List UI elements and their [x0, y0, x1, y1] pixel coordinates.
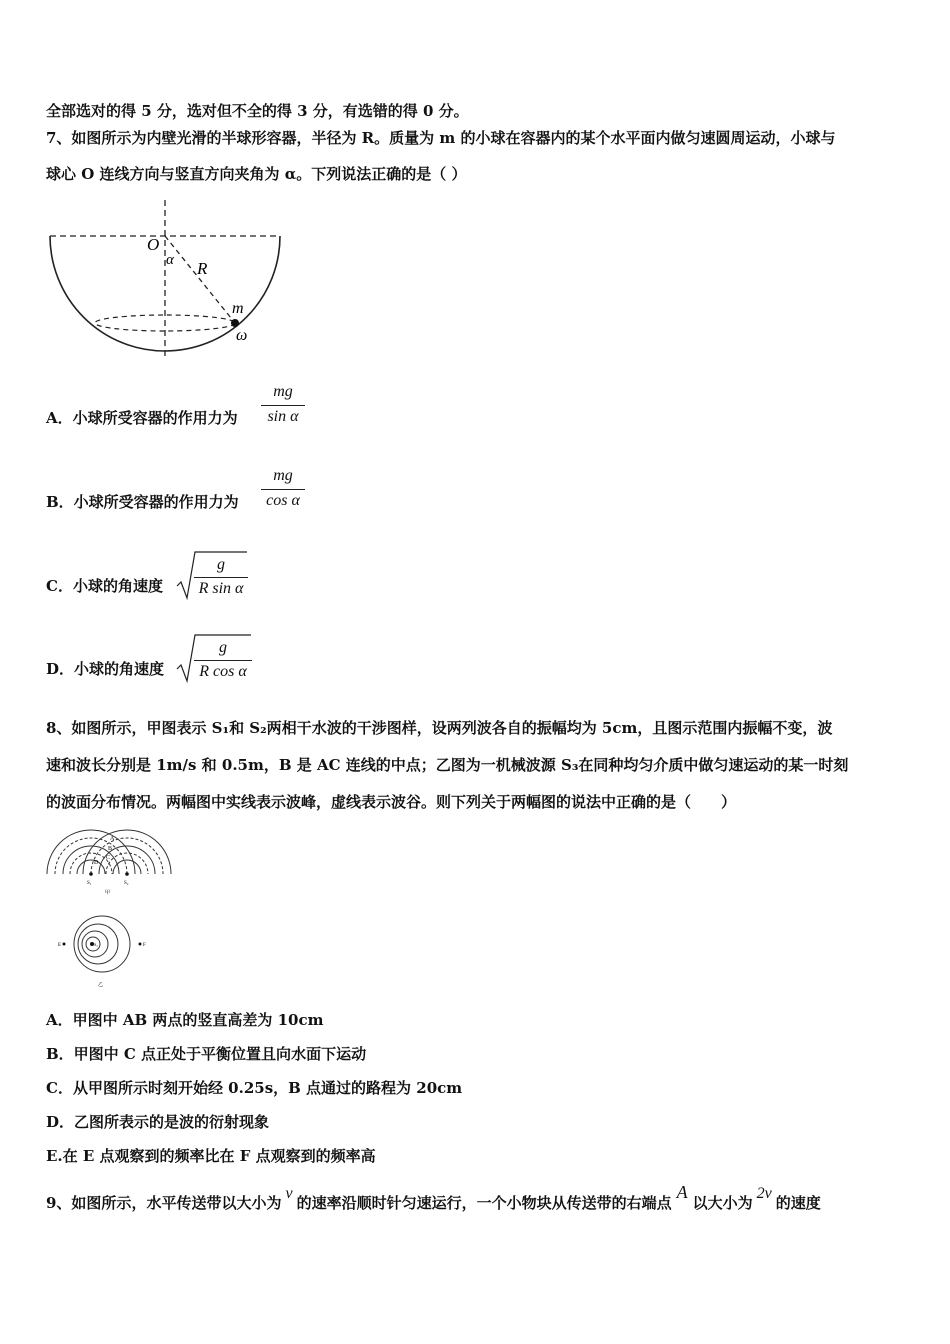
q9-2v: 2v — [756, 1185, 772, 1202]
q8-option-a: A．甲图中 AB 两点的竖直高差为 10cm — [46, 1011, 324, 1029]
q7-option-a-fraction — [261, 383, 305, 429]
q8-stem-line3: 的波面分布情况。两幅图中实线表示波峰，虚线表示波谷。则下列关于两幅图的说法中正确的是（ ） — [46, 793, 737, 811]
q8-option-d: D．乙图所表示的是波的衍射现象 — [46, 1113, 270, 1131]
q7-option-a: A．小球所受容器的作用力为 — [46, 409, 238, 427]
q9-a: A — [676, 1182, 688, 1202]
label-m: m — [232, 300, 244, 317]
q8-doppler-figure — [56, 906, 156, 990]
q9-stem — [46, 1182, 821, 1214]
numerator: mg — [273, 383, 293, 400]
q7-stem-line2: 球心 O 连线方向与竖直方向夹角为 α。下列说法正确的是（ ） — [46, 165, 467, 183]
label-alpha: α — [166, 252, 174, 268]
fig2-caption: 乙 — [98, 983, 104, 988]
fig1-label-b: B — [108, 846, 113, 852]
q8-stem-line1: 8、如图所示，甲图表示 S₁和 S₂两相干水波的干涉图样，设两列波各自的振幅均为 5cm，且图示范围内振幅不变，波 — [46, 719, 833, 737]
denominator: cos α — [266, 492, 300, 509]
fig1-label-s1: S₁ — [87, 881, 92, 886]
q7-option-b: B．小球所受容器的作用力为 — [46, 493, 239, 511]
q9-v: v — [285, 1185, 293, 1202]
label-r: R — [197, 259, 208, 278]
denominator: R cos α — [199, 663, 247, 680]
ball-marker — [231, 319, 239, 327]
q7-option-d-fraction — [194, 639, 252, 685]
q8-interference-figure — [44, 826, 176, 896]
header-line: 全部选对的得 5 分，选对但不全的得 3 分，有选错的得 0 分。 — [46, 102, 469, 120]
q9-part2: 的速率沿顺时针匀速运行，一个小物块从传送带的右端点 — [296, 1194, 672, 1212]
q7-option-b-fraction — [261, 467, 305, 513]
q8-option-c: C．从甲图所示时刻开始经 0.25s，B 点通过的路程为 20cm — [46, 1079, 463, 1097]
fig1-label-d: D — [94, 860, 99, 866]
fig1-label-a: A — [110, 836, 115, 842]
denominator: sin α — [267, 408, 299, 425]
fig2-label-s3: S₃ — [94, 942, 98, 947]
q9-part1: 9、如图所示，水平传送带以大小为 — [46, 1194, 282, 1212]
q7-hemisphere-figure — [40, 198, 290, 363]
label-omega: ω — [236, 327, 248, 344]
numerator: g — [217, 556, 225, 573]
numerator: mg — [273, 467, 293, 484]
numerator: g — [219, 639, 227, 656]
fig1-caption: 甲 — [105, 891, 111, 896]
denominator: R sin α — [198, 580, 244, 597]
q7-option-c-fraction — [194, 556, 248, 602]
q9-part3: 以大小为 — [692, 1194, 753, 1212]
q8-option-e: E.在 E 点观察到的频率比在 F 点观察到的频率高 — [46, 1147, 376, 1165]
q7-stem-line1: 7、如图所示为内壁光滑的半球形容器，半径为 R。质量为 m 的小球在容器内的某个水平面内做匀速圆周运动，小球与 — [46, 129, 836, 147]
fig2-label-f: F — [143, 943, 146, 948]
fig1-label-s2: S₂ — [124, 881, 129, 886]
q7-option-d: D．小球的角速度 — [46, 660, 165, 678]
q8-stem-line2: 速和波长分别是 1m/s 和 0.5m，B 是 AC 连线的中点；乙图为一机械波源 S₃在同种均匀介质中做匀速运动的某一时刻 — [46, 756, 849, 774]
q8-option-b: B．甲图中 C 点正处于平衡位置且向水面下运动 — [46, 1045, 367, 1063]
q7-option-c: C．小球的角速度 — [46, 577, 163, 595]
label-o: O — [147, 235, 160, 254]
fig1-label-c: C — [106, 855, 111, 861]
fig2-label-e: E — [58, 943, 62, 948]
q9-part4: 的速度 — [775, 1194, 821, 1212]
